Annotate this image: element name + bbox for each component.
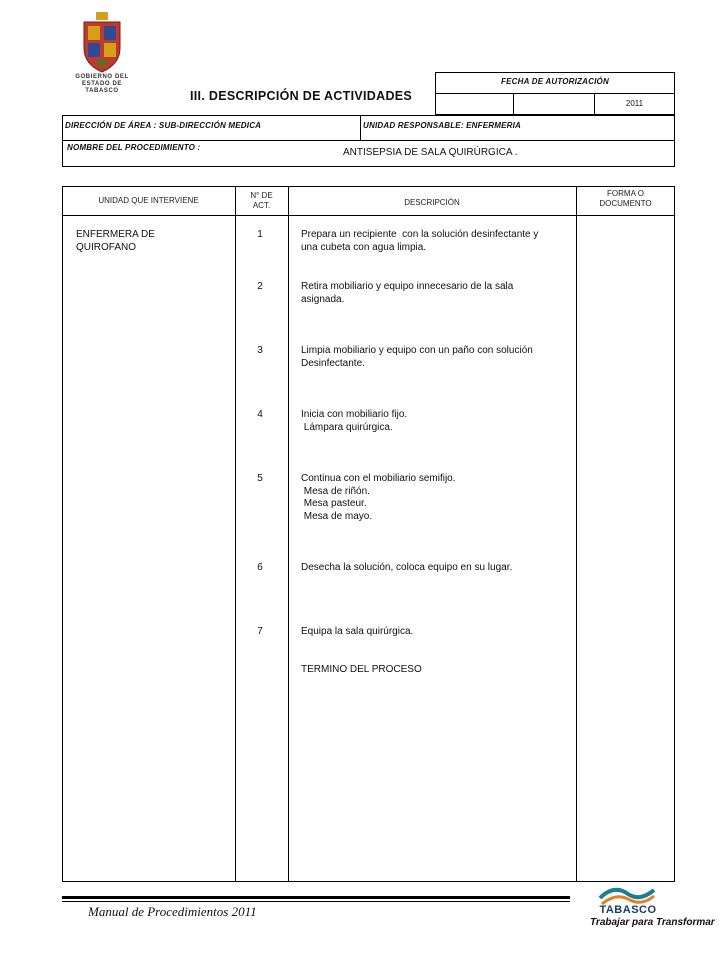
logo-text [66, 74, 138, 95]
activity-description [301, 345, 571, 370]
activity-number: 5 [257, 473, 263, 484]
description-line: Lámpara quirúrgica. [301, 421, 393, 433]
authorization-year: 2011 [625, 99, 644, 108]
column-header-document: FORMA O DOCUMENTO [599, 189, 652, 208]
section-title: III. DESCRIPCIÓN DE ACTIVIDADES [190, 89, 413, 103]
brand-name: TABASCO [599, 904, 657, 916]
unit-cell [76, 229, 226, 254]
procedure-label: NOMBRE DEL PROCEDIMIENTO : [67, 143, 201, 152]
description-line: Inicia con mobiliario fijo. [301, 409, 408, 420]
description-line: Desecha la solución, coloca equipo en su lugar. [301, 562, 513, 573]
tabasco-logo-icon [596, 884, 658, 906]
activity-description [301, 562, 571, 575]
activity-description [301, 229, 571, 254]
description-line: Mesa pasteur. [301, 498, 367, 509]
description-line: Continua con el mobiliario semifijo. [301, 473, 456, 484]
description-line: Equipa la sala quirúrgica. [301, 626, 414, 637]
column-header-number: N° DE ACT. [250, 191, 273, 210]
column-header-description: DESCRIPCIÓN [404, 198, 460, 207]
unit-line-1: ENFERMERA DE [76, 229, 155, 240]
activity-number: 3 [257, 345, 263, 356]
description-line: Prepara un recipiente con la solución desinfectante y [301, 229, 539, 240]
activity-description [301, 473, 571, 523]
activity-number: 1 [257, 229, 263, 240]
description-line: asignada. [301, 293, 345, 305]
state-coat-of-arms [78, 12, 126, 74]
activity-number: 2 [257, 281, 263, 292]
activity-description [301, 281, 571, 306]
description-line: Mesa de riñón. [301, 485, 370, 497]
activity-description [301, 626, 571, 639]
footer-rule [62, 896, 570, 899]
responsible-unit: UNIDAD RESPONSABLE: ENFERMERIA [363, 121, 522, 130]
activity-description [301, 409, 571, 434]
description-line: una cubeta con agua limpia. [301, 241, 427, 253]
activity-number: 6 [257, 562, 263, 573]
procedure-name: ANTISEPSIA DE SALA QUIRÚRGICA . [343, 147, 518, 158]
unit-line-2: QUIROFANO [76, 241, 137, 253]
logo-line-3: TABASCO [85, 88, 119, 94]
area-direction: DIRECCIÓN DE ÁREA : SUB-DIRECCIÓN MEDICA [65, 121, 262, 130]
description-line: Mesa de mayo. [301, 510, 373, 522]
logo-line-2: ESTADO DE [82, 81, 122, 87]
description-line: Desinfectante. [301, 357, 365, 369]
activity-number: 7 [257, 626, 263, 637]
manual-title: Manual de Procedimientos 2011 [88, 904, 257, 919]
end-of-process: TERMINO DEL PROCESO [301, 664, 422, 675]
brand-slogan: Trabajar para Transformar [590, 917, 715, 928]
column-header-unit: UNIDAD QUE INTERVIENE [98, 196, 199, 205]
activity-number: 4 [257, 409, 263, 420]
logo-line-1: GOBIERNO DEL [75, 74, 129, 80]
authorization-label: FECHA DE AUTORIZACIÓN [501, 77, 609, 86]
description-line: Limpia mobiliario y equipo con un paño con solución [301, 345, 533, 356]
description-line: Retira mobiliario y equipo innecesario de la sala [301, 281, 514, 292]
